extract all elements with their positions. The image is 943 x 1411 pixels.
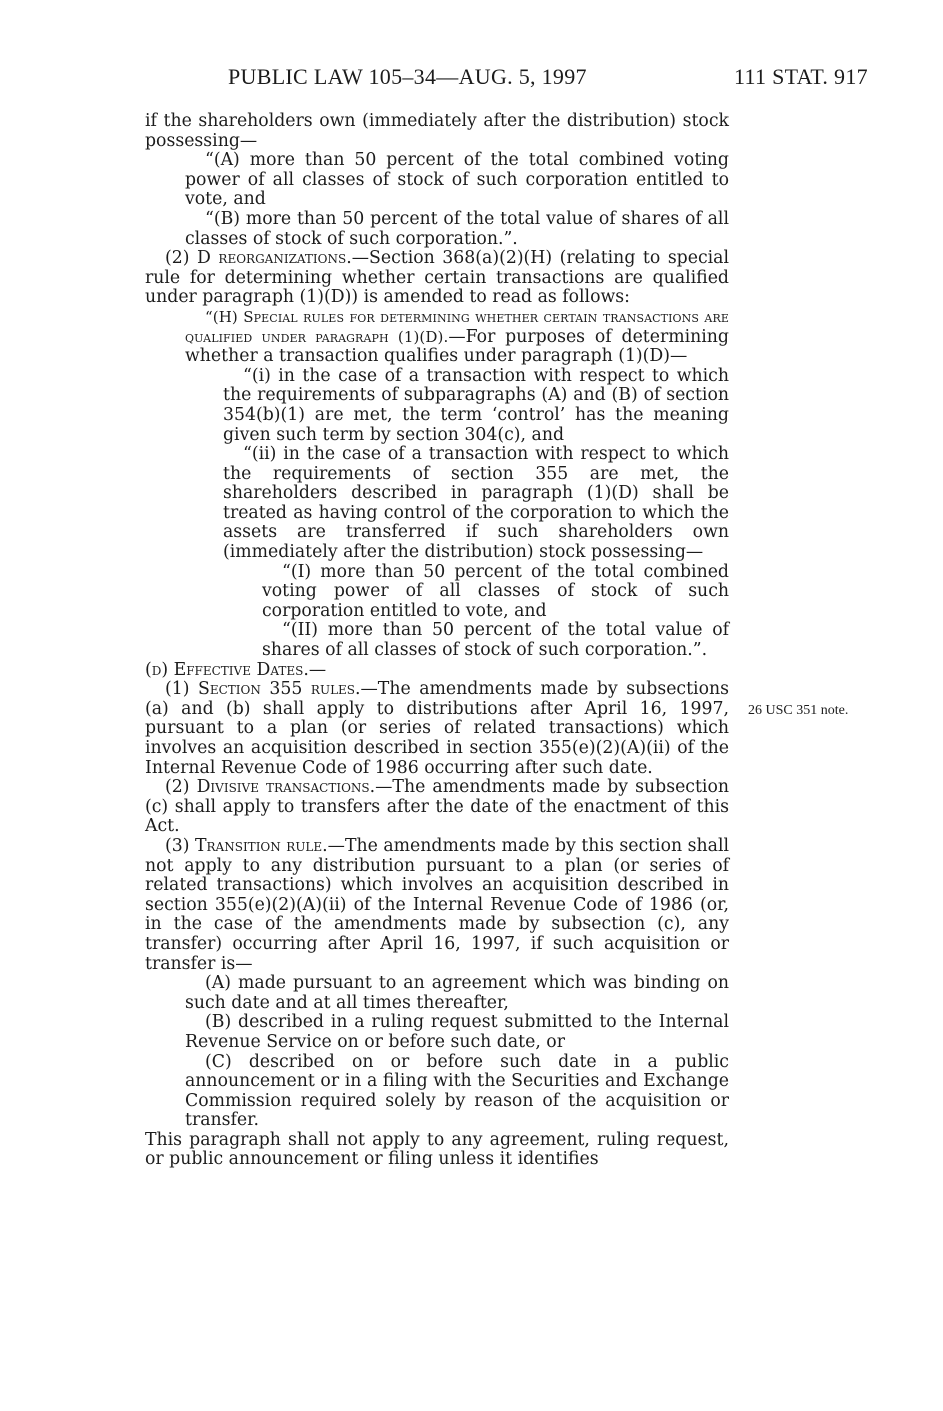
paragraph-H [185, 308, 729, 367]
paragraph: if the shareholders own (immediately after the distribution) stock possessing— [145, 111, 729, 151]
subsection-d [145, 661, 729, 681]
heading-divisive-transactions: (2) Divisive transactions. [165, 777, 376, 798]
running-header-left: PUBLIC LAW 105–34—AUG. 5, 1997 [228, 64, 587, 89]
paragraph-A: “(A) more than 50 percent of the total combined voting power of all classes of stock of such corporation entitled to vote, and [185, 150, 729, 210]
heading-d-reorganizations: (2) D reorganizations. [165, 248, 352, 269]
text-H: —For purposes of determining whether a transaction qualifies under paragraph (1)(D)— [185, 326, 729, 367]
paragraph-d-reorganizations [145, 249, 729, 308]
statute-body [145, 112, 729, 1170]
text-section-355-rules: —The amendments made by subsections (a) and (b) shall apply to distributions after April 16, 1997, pursuant to a plan (or series of related transactions) which involves an acquisition described in section 355(e)(2)(A)(ii) of the Internal Revenue Code of 1986 occurring after such date. [145, 679, 729, 778]
paragraph-2 [145, 778, 729, 837]
heading-H: “(H) Special rules for determining whether certain transactions are qualified under paragraph (1)(D). [185, 307, 729, 346]
clause-i: “(i) in the case of a transaction with respect to which the requirements of subparagraphs (A) and (B) of section 354(b)(1) are met, the term ‘control’ has the meaning given such term by section 304(c), and [223, 365, 729, 445]
heading-effective-dates: (d) Effective Dates. [145, 659, 309, 680]
closing-paragraph: This paragraph shall not apply to any agreement, ruling request, or public announcement or filing unless it identifies [145, 1129, 729, 1170]
paragraph-1 [145, 680, 729, 778]
subparagraph-B: (B) described in a ruling request submitted to the Internal Revenue Service on or before such date, or [185, 1012, 729, 1052]
subclause-I: “(I) more than 50 percent of the total combined voting power of all classes of stock of such corporation entitled to vote, and [262, 561, 729, 621]
text-divisive-transactions: —The amendments made by subsection (c) shall apply to transfers after the date of the enactment of this Act. [145, 777, 729, 837]
paragraph-3 [145, 837, 729, 974]
clause-ii: “(ii) in the case of a transaction with respect to which the requirements of section 355 are met, the shareholders described in paragraph (1)(D) shall be treated as having control of the corporation to which the assets are transferred if such shareholders own (immediately after the distribution) stock possessing— [223, 444, 729, 563]
heading-transition-rule: (3) Transition rule. [165, 835, 328, 856]
text-d-reorganizations: —Section 368(a)(2)(H) (relating to special rule for determining whether certain transactions are qualified under paragraph (1)(D)) is amended to read as follows: [145, 248, 730, 308]
subclause-II: “(II) more than 50 percent of the total value of shares of all classes of stock of such corporation.”. [262, 620, 729, 661]
margin-note-usc: 26 USC 351 note. [748, 703, 849, 718]
running-header-page: 111 STAT. 917 [734, 64, 868, 89]
subparagraph-C: (C) described on or before such date in a public announcement or in a filing with the Securities and Exchange Commission required solely by reason of the acquisition or transfer. [185, 1051, 729, 1131]
subparagraph-A: (A) made pursuant to an agreement which was binding on such date and at all times thereafter, [185, 973, 729, 1013]
text-transition-rule: —The amendments made by this section shall not apply to any distribution pursuant to a plan (or series of related transactions) which involves an acquisition described in section 355(e)(2)(A)(ii) of the Internal Revenue Code of 1986 (or, in the case of the amendments made by subsection (c), any transfer) occurring after April 16, 1997, if such acquisition or transfer is— [145, 835, 729, 974]
heading-dash: — [308, 659, 327, 680]
paragraph-B: “(B) more than 50 percent of the total value of shares of all classes of stock of such corporation.”. [185, 208, 729, 249]
heading-section-355-rules: (1) Section 355 rules. [165, 679, 361, 700]
